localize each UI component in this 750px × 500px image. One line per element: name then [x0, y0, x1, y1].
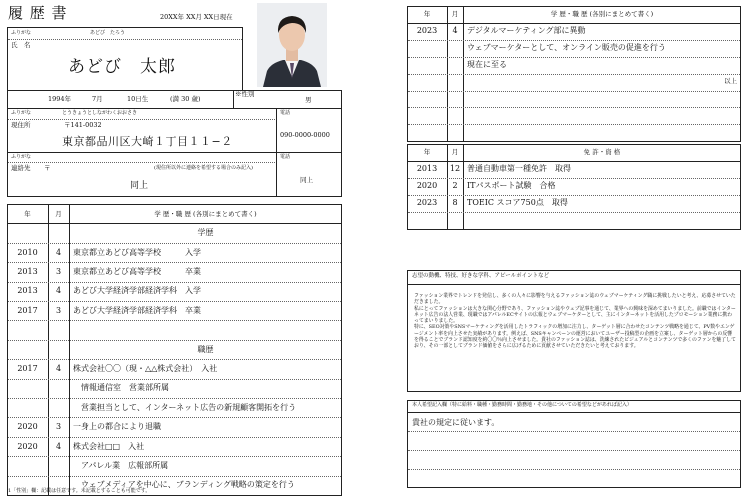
row-year: 2013: [17, 266, 38, 276]
row-year: 2020: [416, 181, 438, 191]
request-box: [407, 400, 741, 488]
name-furigana-value: あどび たろう: [90, 30, 126, 36]
section-heading: 職歴: [197, 344, 214, 354]
address-phone: 090-0000-0000: [280, 131, 330, 139]
row-text: 株式会社〇〇（現・△△株式会社） 入社: [73, 363, 218, 373]
col-year-header: 年: [423, 148, 431, 157]
page-title: 履 歴 書: [8, 4, 68, 22]
applicant-photo: [257, 3, 327, 87]
row-text: あどび大学経済学部経済学科 入学: [73, 286, 201, 296]
address-value: 東京都品川区大崎１丁目１１−２: [62, 135, 233, 148]
col-year-header: 年: [24, 209, 31, 218]
row-year: 2020: [17, 441, 38, 451]
row-text: あどび大学経済学部経済学科 卒業: [73, 305, 201, 315]
address-furigana-value: とうきょうとしながわくおおさき: [62, 110, 138, 116]
row-text: 一身上の都合により退職: [73, 422, 161, 432]
motivation-line: 私にとってファッションは大きな関心分野であり、ファッション誌やウェブ記事を通じて、業界への興味を深めてまいりました。前職ではインターネット広告の法人営業、現職ではアパレルECサイトの広報とウェブマーケターとして、主にインターネットを活用したプロモーション業務に携わってまいりました。: [414, 305, 736, 325]
row-year: 2020: [17, 422, 38, 432]
row-text: 東京都立あどび高等学校 卒業: [73, 266, 201, 276]
row-text: 以上: [724, 77, 737, 86]
birth-day: 10日生: [127, 95, 149, 103]
row-month: 4: [55, 363, 62, 373]
row-text: 普通自動車第一種免許 取得: [467, 164, 571, 174]
gender-label: ※性別: [235, 90, 255, 98]
row-month: 12: [449, 164, 461, 174]
address-furigana-label: ふりがな: [11, 110, 32, 116]
row-month: 3: [55, 422, 62, 432]
age: (満 30 歳): [170, 95, 201, 103]
row-text: 現在に至る: [467, 60, 507, 70]
row-text: 営業担当として、インターネット広告の新規顧客開拓を行う: [73, 402, 297, 412]
col-month-header: 月: [55, 209, 62, 218]
birth-month: 7月: [92, 95, 103, 103]
row-text: 東京都立あどび高等学校 入学: [73, 247, 201, 257]
col-detail-header: 学 歴・職 歴 (各別にまとめて書く): [550, 10, 654, 19]
address-label: 現住所: [11, 121, 31, 129]
row-text: 情報通信室 営業部所属: [73, 383, 169, 393]
contact-note: (現住所以外に連絡を希望する場合のみ記入): [154, 165, 253, 171]
contact-postal-mark: 〒: [44, 164, 51, 172]
col-detail-header: 免 許・資 格: [583, 148, 621, 157]
contact-phone: 同上: [300, 176, 313, 184]
row-text: ITパスポート試験 合格: [467, 181, 556, 191]
motivation-text: [414, 293, 736, 350]
row-text: TOEIC スコア750点 取得: [467, 198, 568, 208]
footnote: 1「性別」欄：記載は任意です。未記載とすることも可能です。: [8, 488, 151, 494]
col-month-header: 月: [451, 10, 459, 19]
row-year: 2023: [416, 198, 438, 208]
applicant-name: あどび 太郎: [68, 57, 176, 77]
motivation-line: 特に、SEO対策やSNSマーケティングを活用したトラフィックの増加に注力し、ターゲット層に合わせたコンテンツ戦略を通じて、PV数やエンゲージメント率を向上させた実績があります。例えば、SNSキャンペーンの運営においてユーザー投稿型の企画を立案し、ターゲット層からの反響を得ることでブランド認知度を約〇〇％向上させました。貴社のファッション誌は、洗練されたビジュアルとコンテンツで多くのファンを魅了しており、その一部としてブランド価値をさらに広げるために貢献させていただきたいと考えております。: [414, 324, 736, 350]
row-month: 2: [452, 181, 458, 191]
contact-phone-label: 電話: [280, 154, 291, 160]
row-month: 3: [55, 305, 62, 315]
row-text: ウェブメディアを中心に、ブランディング戦略の策定を行う: [73, 480, 295, 490]
row-year: 2013: [17, 286, 38, 296]
col-detail-header: 学 歴・職 歴 (各別にまとめて書く): [154, 209, 257, 218]
contact-value: 同上: [130, 181, 149, 191]
row-month: 8: [452, 198, 458, 208]
section-heading: 学歴: [197, 228, 214, 238]
row-text: 株式会社□□ 入社: [73, 441, 145, 451]
col-month-header: 月: [451, 148, 459, 157]
request-label: 本人希望記入欄（特に給料・職種・勤務時間・勤務地・その他についての希望などがあれば記入）: [412, 402, 632, 408]
request-value: 貴社の規定に従います。: [412, 418, 500, 427]
row-year: 2017: [17, 363, 38, 373]
birth-year: 1994年: [48, 95, 72, 103]
row-year: 2023: [416, 26, 438, 36]
motivation-line: ファッション業界でトレンドを発信し、多くの人々に影響を与えるファッション誌のウェブマーケティング職に挑戦したいと考え、応募させていただきました。: [414, 293, 736, 306]
row-month: 3: [55, 266, 62, 276]
contact-label: 連絡先: [11, 164, 31, 172]
motivation-label: 志望の動機、特技、好きな学科、アピールポイントなど: [412, 273, 550, 279]
row-year: 2010: [17, 247, 38, 257]
contact-block: [7, 152, 342, 197]
document-date: 20XX年 XX月 XX日現在: [160, 13, 233, 21]
row-month: 4: [452, 26, 458, 36]
row-year: 2013: [416, 164, 438, 174]
row-text: デジタルマーケティング部に異動: [467, 26, 586, 36]
row-text: ウェブマーケターとして、オンライン販売の促進を行う: [467, 43, 666, 53]
row-year: 2017: [17, 305, 38, 315]
row-month: 4: [55, 286, 62, 296]
address-postal: 〒141-0032: [64, 121, 102, 129]
col-year-header: 年: [423, 10, 431, 19]
contact-furigana-label: ふりがな: [11, 154, 32, 160]
row-text: アパレル業 広報部所属: [73, 460, 169, 470]
name-label: 氏 名: [11, 41, 31, 49]
address-phone-label: 電話: [280, 110, 291, 116]
name-furigana-label: ふりがな: [11, 30, 32, 36]
row-month: 4: [55, 441, 62, 451]
row-month: 4: [55, 247, 62, 257]
gender-value: 男: [305, 96, 312, 104]
